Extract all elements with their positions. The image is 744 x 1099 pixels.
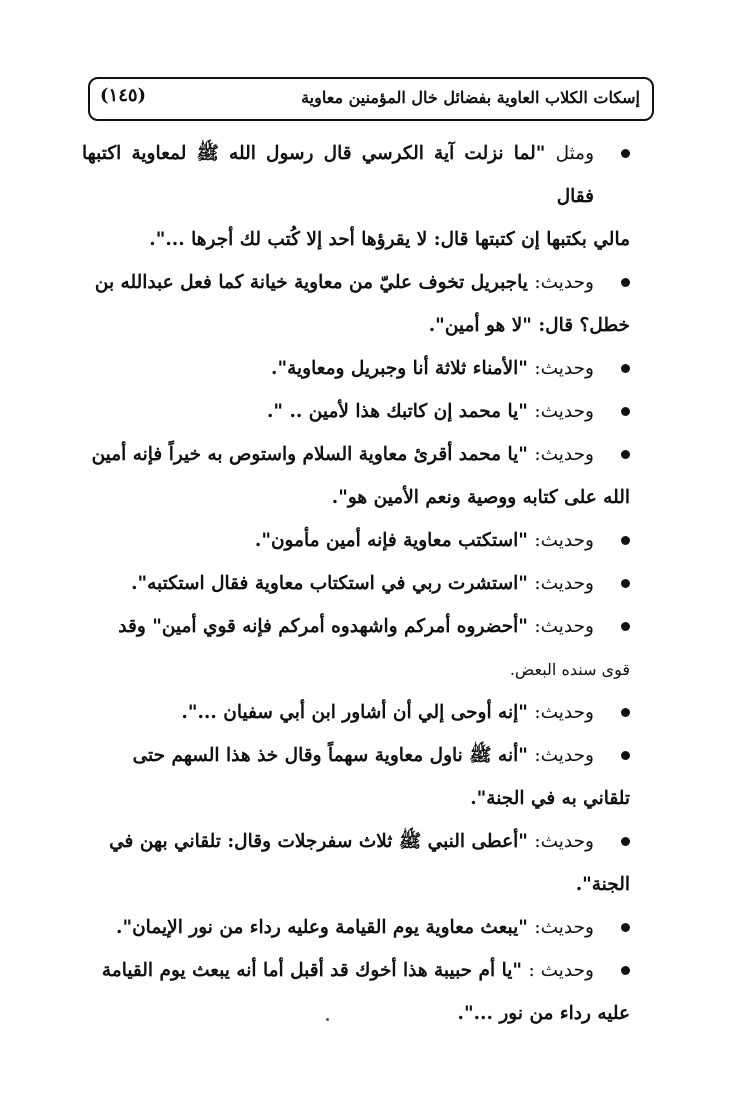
- item-lead: وحديث:: [534, 401, 594, 422]
- running-header: [88, 77, 654, 121]
- list-item: [82, 433, 630, 519]
- item-text: "يا محمد إن كاتبك هذا لأمين .. ".: [266, 401, 528, 422]
- item-lead: وحديث:: [534, 745, 594, 766]
- bullet-icon: [621, 278, 630, 287]
- item-text: "لما نزلت آية الكرسي قال رسول الله ﷺ لمعاوية اكتبها فقال: [82, 143, 594, 207]
- bullet-icon: [621, 450, 630, 459]
- list-item: [82, 390, 630, 433]
- list-item: [82, 691, 630, 734]
- item-continuation: الله على كتابه ووصية ونعم الأمين هو".: [331, 487, 630, 508]
- scan-speck: [326, 1018, 329, 1021]
- item-lead: وحديث:: [534, 358, 594, 379]
- item-text: "إنه أوحى إلي أن أشاور ابن أبي سفيان ...".: [181, 702, 528, 723]
- bullet-icon: [621, 966, 630, 975]
- bullet-icon: [621, 536, 630, 545]
- book-title: إسكات الكلاب العاوية بفضائل خال المؤمنين معاوية: [301, 88, 640, 107]
- item-text: "أعطى النبي ﷺ ثلاث سفرجلات وقال: تلقاني بهن في: [109, 831, 528, 852]
- page-number: (١٤٥): [100, 85, 147, 106]
- item-continuation: خطل؟ قال: "لا هو أمين".: [428, 315, 630, 336]
- item-text: "يبعث معاوية يوم القيامة وعليه رداء من نور الإيمان".: [116, 917, 528, 938]
- bullet-icon: [621, 708, 630, 717]
- item-text: "الأمناء ثلاثة أنا وجبريل ومعاوية".: [271, 358, 528, 379]
- item-text: "أحضروه أمركم واشهدوه أمركم فإنه قوي أمين" وقد: [118, 616, 528, 637]
- item-text: ياجبريل تخوف عليّ من معاوية خيانة كما فعل عبدالله بن: [94, 272, 528, 293]
- bullet-icon: [621, 837, 630, 846]
- list-item: [82, 519, 630, 562]
- item-text: "يا أم حبيبة هذا أخوك قد أقبل أما أنه يبعث يوم القيامة: [101, 960, 523, 981]
- item-lead: ومثل: [555, 143, 594, 164]
- item-text: "استشرت ربي في استكتاب معاوية فقال استكتبه".: [131, 573, 528, 594]
- bullet-icon: [621, 149, 630, 158]
- item-lead: وحديث:: [534, 831, 594, 852]
- list-item: [82, 347, 630, 390]
- item-lead: وحديث:: [534, 917, 594, 938]
- item-continuation: الجنة".: [575, 874, 630, 895]
- item-text: "استكتب معاوية فإنه أمين مأمون".: [254, 530, 528, 551]
- item-lead: وحديث:: [534, 573, 594, 594]
- list-item: [82, 906, 630, 949]
- list-item: [82, 562, 630, 605]
- bullet-icon: [621, 923, 630, 932]
- item-lead: وحديث:: [534, 272, 594, 293]
- item-continuation: مالي بكتبها إن كتبتها قال: لا يقرؤها أحد إلا كُتب لك أجرها ...".: [149, 229, 630, 250]
- bullet-icon: [621, 364, 630, 373]
- bullet-icon: [621, 407, 630, 416]
- item-lead: وحديث:: [534, 702, 594, 723]
- list-item: [82, 261, 630, 347]
- list-item: [82, 949, 630, 1035]
- item-lead: وحديث:: [534, 530, 594, 551]
- list-item: [82, 132, 630, 261]
- bullet-icon: [621, 622, 630, 631]
- item-text: "أنه ﷺ ناول معاوية سهماً وقال خذ هذا السهم حتى: [132, 745, 528, 766]
- bullet-icon: [621, 751, 630, 760]
- item-lead: وحديث:: [534, 444, 594, 465]
- item-continuation: قوى سنده البعض.: [509, 660, 630, 679]
- item-lead: وحديث:: [534, 616, 594, 637]
- item-continuation: تلقاني به في الجنة".: [470, 788, 630, 809]
- item-continuation: عليه رداء من نور ...".: [457, 1003, 630, 1024]
- list-item: [82, 734, 630, 820]
- hadith-list: [82, 132, 630, 1035]
- list-item: [82, 820, 630, 906]
- item-text: "يا محمد أقرئ معاوية السلام واستوص به خيراً فإنه أمين: [91, 444, 528, 465]
- item-lead: وحديث :: [528, 960, 594, 981]
- bullet-icon: [621, 579, 630, 588]
- list-item: [82, 605, 630, 691]
